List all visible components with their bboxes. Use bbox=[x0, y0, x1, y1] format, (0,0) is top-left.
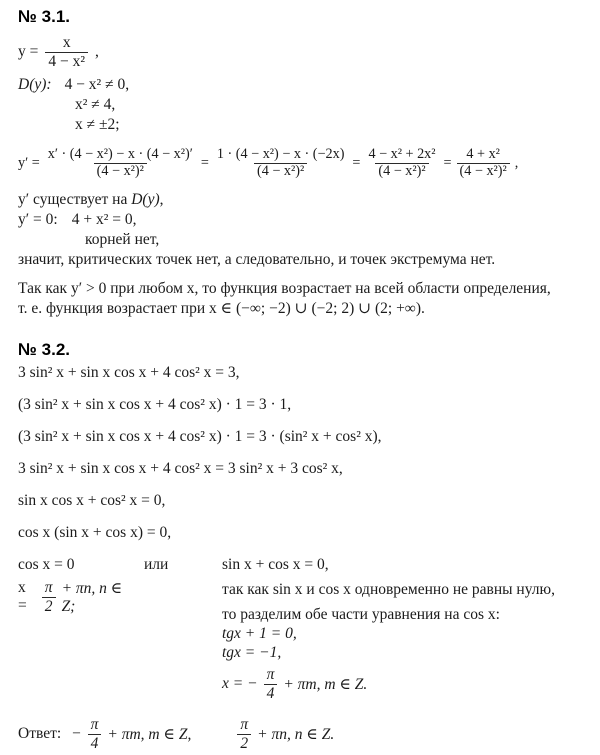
conclusion-increasing-1: Так как y′ > 0 при любом x, то функция возрастает на всей области определения, bbox=[18, 280, 551, 297]
fraction-derivative-2 bbox=[214, 147, 348, 180]
case-right-note-1: так как sin x и cos x одновременно не равны нулю, bbox=[222, 581, 555, 598]
no-roots-note: корней нет, bbox=[85, 231, 160, 248]
fraction-denominator: 4 − x² bbox=[45, 52, 88, 70]
fraction-numerator: π bbox=[44, 579, 53, 597]
fraction-numerator: π bbox=[266, 666, 275, 684]
problem-3-1-heading: № 3.1. bbox=[18, 7, 71, 26]
case-split bbox=[18, 555, 588, 703]
fraction-pi-over-2 bbox=[237, 716, 251, 752]
fraction-denominator: (4 − x²)² bbox=[254, 163, 307, 180]
conclusion-increasing-2: т. е. функция возрастает при x ∈ (−∞; −2) ∪ (−2; 2) ∪ (2; +∞). bbox=[18, 300, 425, 317]
equals-sign: = bbox=[443, 154, 452, 171]
fraction-numerator: 1 · (4 − x²) − x · (−2x) bbox=[216, 145, 345, 162]
fraction-denominator: 2 bbox=[42, 597, 56, 615]
fraction-denominator: (4 − x²)² bbox=[457, 163, 510, 180]
tangent-equation-2: tgx = −1, bbox=[222, 644, 282, 661]
domain-condition-1-text: 4 − x² ≠ 0, bbox=[64, 76, 130, 93]
answer-line bbox=[18, 713, 588, 755]
equation-step-3: (3 sin² x + sin x cos x + 4 cos² x) · 1 = 3 · (sin² x + cos² x), bbox=[18, 428, 382, 445]
formula-y-definition bbox=[18, 30, 588, 74]
problem-3-2-heading: № 3.2. bbox=[18, 340, 71, 359]
fraction-derivative-1 bbox=[45, 147, 196, 180]
vertical-gap bbox=[18, 270, 588, 279]
fraction-denominator: (4 − x²)² bbox=[375, 163, 428, 180]
y-prime-equals: y′ = bbox=[18, 154, 40, 171]
case-right-solution bbox=[222, 665, 588, 703]
comma: , bbox=[514, 154, 519, 171]
case-left-equation: cos x = 0 bbox=[18, 556, 75, 573]
period-term: + πn, n ∈ Z; bbox=[61, 579, 123, 615]
fraction-numerator: 4 − x² + 2x² bbox=[368, 145, 436, 162]
fraction-pi-over-4 bbox=[264, 666, 278, 702]
case-right-column bbox=[222, 555, 588, 703]
formula-derivative-chain bbox=[18, 140, 588, 186]
fraction-denominator: (4 − x²)² bbox=[94, 163, 147, 180]
conclusion-no-extrema: значит, критических точек нет, а следовательно, и точек экстремума нет. bbox=[18, 251, 496, 268]
domain-label: D(y): bbox=[18, 76, 52, 93]
case-left-solution bbox=[18, 578, 130, 616]
equation-step-4: 3 sin² x + sin x cos x + 4 cos² x = 3 sin² x + 3 cos² x, bbox=[18, 460, 343, 477]
period-term: + πn, n ∈ Z. bbox=[257, 725, 335, 743]
x-equals-minus: x = − bbox=[222, 675, 258, 692]
comma: , bbox=[95, 43, 99, 60]
period-term: + πm, m ∈ Z, bbox=[107, 725, 192, 743]
fraction-numerator: x bbox=[62, 34, 71, 52]
fraction-numerator: π bbox=[240, 716, 249, 734]
fraction-denominator: 4 bbox=[88, 734, 102, 752]
fraction-denominator: 2 bbox=[237, 734, 251, 752]
y-prime-zero-label: y′ = 0: bbox=[18, 211, 58, 228]
equation-step-6: cos x (sin x + cos x) = 0, bbox=[18, 524, 172, 541]
answer-root-2 bbox=[237, 716, 334, 752]
fraction-numerator: π bbox=[90, 716, 99, 734]
fraction-derivative-4 bbox=[457, 147, 510, 180]
minus-sign: − bbox=[71, 725, 82, 742]
fraction-pi-over-2 bbox=[42, 579, 56, 615]
fraction-pi-over-4 bbox=[88, 716, 102, 752]
tangent-equation-1: tgx + 1 = 0, bbox=[222, 625, 297, 642]
x-equals: x = bbox=[18, 579, 27, 614]
case-right-equation: sin x + cos x = 0, bbox=[222, 556, 329, 573]
equals-sign: = bbox=[200, 154, 209, 171]
domain-condition-3: x ≠ ±2; bbox=[75, 116, 120, 133]
equation-step-1: 3 sin² x + sin x cos x + 4 cos² x = 3, bbox=[18, 364, 240, 381]
equation-step-5: sin x cos x + cos² x = 0, bbox=[18, 492, 166, 509]
case-left-column bbox=[18, 555, 130, 616]
domain-condition-1 bbox=[18, 75, 588, 95]
problem-3-2 bbox=[18, 340, 588, 755]
section-gap bbox=[18, 319, 588, 340]
derivative-exists-note bbox=[18, 190, 588, 210]
fraction-denominator: 4 bbox=[264, 684, 278, 702]
equals-sign: = bbox=[352, 154, 361, 171]
exists-lead: y′ существует на bbox=[18, 191, 132, 208]
domain-condition-2: x² ≠ 4, bbox=[75, 96, 116, 113]
answer-label: Ответ: bbox=[18, 725, 62, 742]
fraction-y bbox=[45, 34, 88, 70]
derivative-zero-equation bbox=[18, 210, 588, 230]
problem-3-1 bbox=[18, 7, 588, 319]
period-term: + πm, m ∈ Z. bbox=[283, 675, 368, 693]
fraction-derivative-3 bbox=[365, 147, 438, 180]
answer-root-1 bbox=[71, 716, 191, 752]
exists-domain-ref: D(y) bbox=[131, 191, 160, 208]
fraction-numerator: x′ · (4 − x²) − x · (4 − x²)′ bbox=[47, 145, 193, 162]
case-right-note-2: то разделим обе части уравнения на cos x: bbox=[222, 606, 500, 623]
fraction-numerator: 4 + x² bbox=[466, 145, 500, 162]
y-equals: y = bbox=[18, 43, 39, 60]
zero-equation-text: 4 + x² = 0, bbox=[71, 211, 137, 228]
or-separator: или bbox=[144, 556, 169, 573]
equation-step-2: (3 sin² x + sin x cos x + 4 cos² x) · 1 = 3 · 1, bbox=[18, 396, 292, 413]
comma: , bbox=[159, 191, 164, 208]
